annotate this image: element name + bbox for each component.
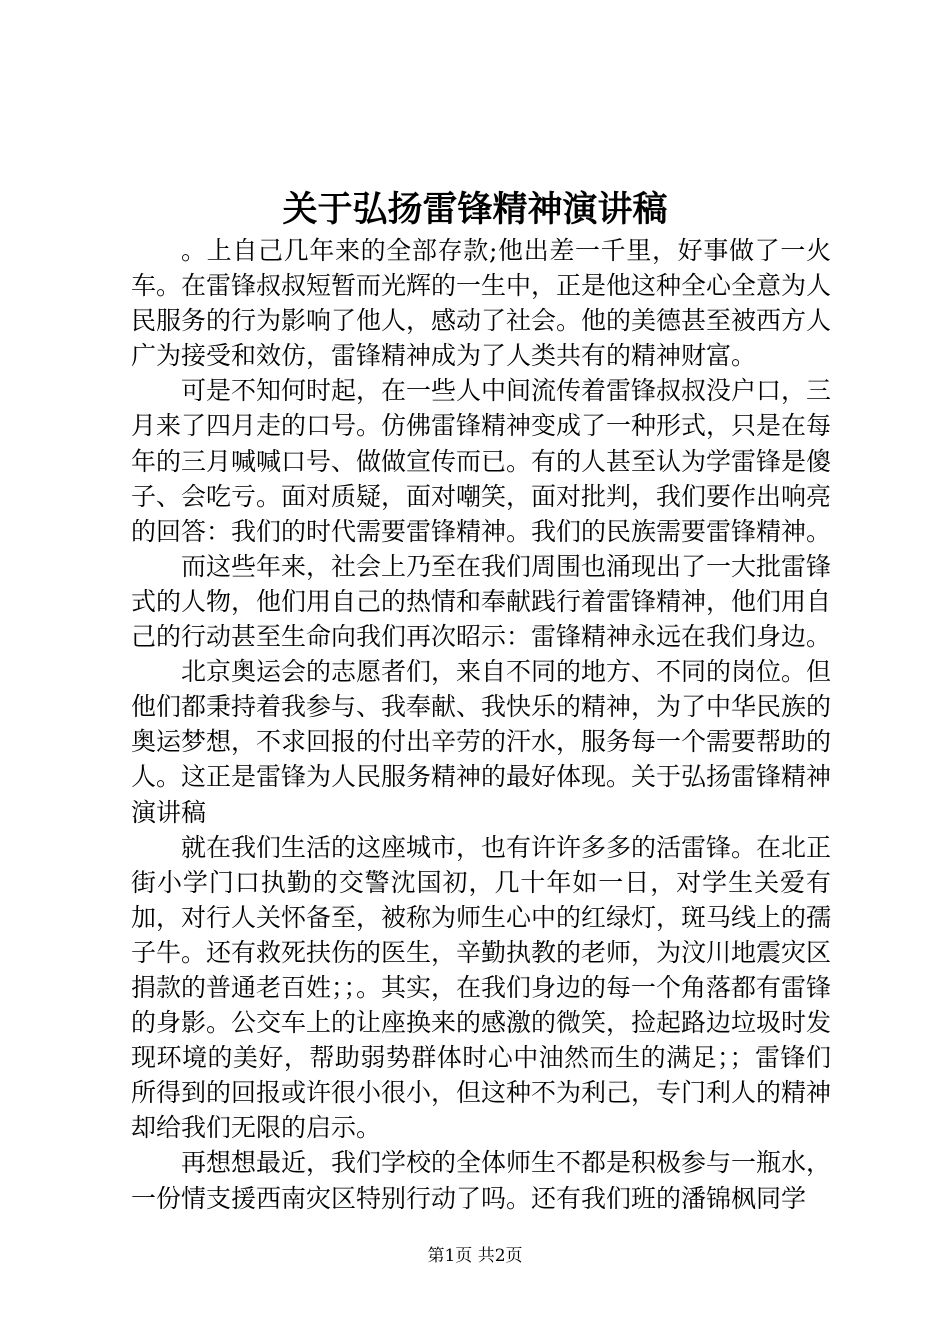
paragraph-4: 北京奥运会的志愿者们，来自不同的地方、不同的岗位。但他们都秉持着我参与、我奉献、我快乐的精神，为了中华民族的奥运梦想，不求回报的付出辛劳的汗水，服务每一个需要帮助的人。这正是雷锋为人民服务精神的最好体现。关于弘扬雷锋精神演讲稿 [131,657,832,827]
page-footer: 第1页 共2页 [427,1246,523,1266]
document-body [131,233,831,1216]
paragraph-5: 就在我们生活的这座城市，也有许许多多的活雷锋。在北正街小学门口执勤的交警沈国初，几十年如一日，对学生关爱有加，对行人关怀备至，被称为师生心中的红绿灯，斑马线上的孺子牛。还有救死扶伤的医生，辛勤执教的老师，为汶川地震灾区捐款的普通老百姓；；。其实，在我们身边的每一个角落都有雷锋的身影。公交车上的让座换来的感激的微笑，捡起路边垃圾时发现环境的美好，帮助弱势群体时心中油然而生的满足；；雷锋们所得到的回报或许很小很小，但这种不为利己，专门利人的精神却给我们无限的启示。 [131,832,832,1143]
paragraph-6: 再想想最近，我们学校的全体师生不都是积极参与一瓶水，一份情支援西南灾区特别行动了吗。还有我们班的潘锦枫同学 [131,1148,832,1213]
paragraph-3: 而这些年来，社会上乃至在我们周围也涌现出了一大批雷锋式的人物，他们用自己的热情和奉献践行着雷锋精神，他们用自己的行动甚至生命向我们再次昭示：雷锋精神永远在我们身边。 [131,551,832,652]
paragraph-1: 。上自己几年来的全部存款;他出差一千里，好事做了一火车。在雷锋叔叔短暂而光辉的一生中，正是他这种全心全意为人民服务的行为影响了他人，感动了社会。他的美德甚至被西方人广为接受和效仿，雷锋精神成为了人类共有的精神财富。 [131,236,832,371]
paragraph-2: 可是不知何时起，在一些人中间流传着雷锋叔叔没户口，三月来了四月走的口号。仿佛雷锋精神变成了一种形式，只是在每年的三月喊喊口号、做做宣传而已。有的人甚至认为学雷锋是傻子、会吃亏。面对质疑，面对嘲笑，面对批判，我们要作出响亮的回答：我们的时代需要雷锋精神。我们的民族需要雷锋精神。 [131,376,832,546]
page-title: 关于弘扬雷锋精神演讲稿 [282,189,668,230]
